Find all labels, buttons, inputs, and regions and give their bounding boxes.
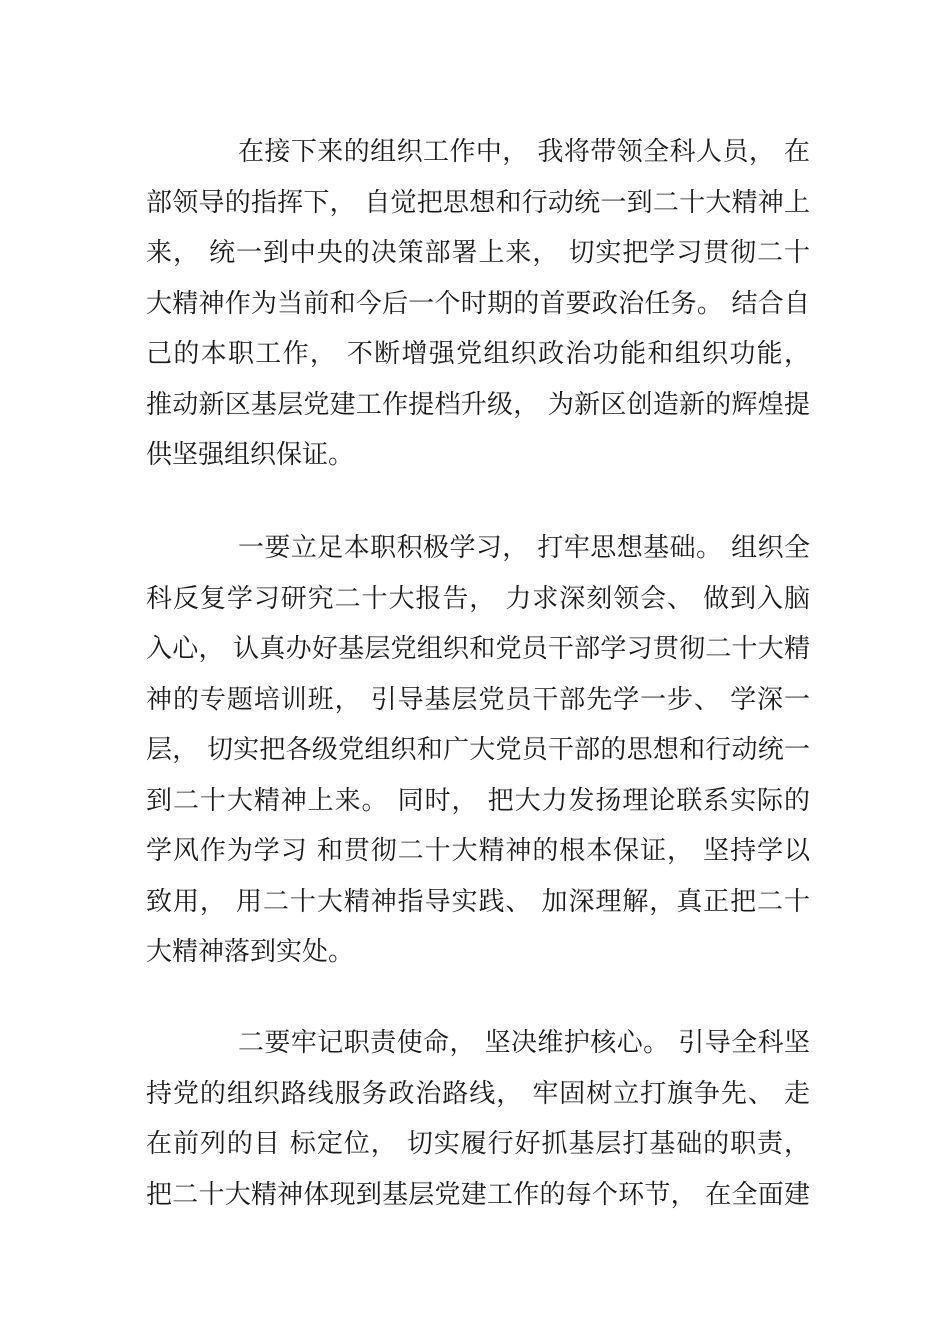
text-line: 己的本职工作， 不断增强党组织政治功能和组织功能，: [146, 339, 810, 369]
paragraph-2: [146, 523, 810, 978]
text-line: 来， 统一到中央的决策部署上来， 切实把学习贯彻二十: [146, 238, 810, 268]
text-line: 推动新区基层党建工作提档升级， 为新区创造新的辉煌提: [146, 389, 810, 420]
text-line: 大精神作为当前和今后一个时期的首要政治任务。 结合自: [146, 288, 810, 319]
text-line: 持党的组织路线服务政治路线， 牢固树立打旗争先、 走: [146, 1078, 810, 1109]
paragraph-1: [146, 127, 810, 481]
text-line: 致用， 用二十大精神指导实践、 加深理解，真正把二十: [146, 886, 810, 917]
text-line: 部领导的指挥下， 自觉把思想和行动统一到二十大精神上: [146, 187, 810, 218]
text-line: 到二十大精神上来。 同时， 把大力发扬理论联系实际的: [146, 785, 810, 816]
text-line: 一要立足本职积极学习， 打牢思想基础。 组织全: [238, 533, 810, 563]
text-line: 供坚强组织保证。: [146, 440, 355, 470]
text-line: 神的专题培训班， 引导基层党员干部先学一步、 学深一: [146, 684, 810, 715]
text-line: 科反复学习研究二十大报告， 力求深刻领会、 做到入脑: [146, 583, 810, 614]
paragraph-3: [146, 1018, 810, 1220]
text-line: 在接下来的组织工作中， 我将带领全科人员， 在: [238, 137, 810, 167]
text-line: 二要牢记职责使命， 坚决维护核心。 引导全科坚: [238, 1028, 810, 1058]
text-line: 把二十大精神体现到基层党建工作的每个环节， 在全面建: [146, 1179, 810, 1210]
text-line: 在前列的目 标定位， 切实履行好抓基层打基础的职责，: [146, 1129, 810, 1159]
text-line: 入心， 认真办好基层党组织和党员干部学习贯彻二十大精: [146, 634, 810, 664]
text-line: 层， 切实把各级党组织和广大党员干部的思想和行动统一: [146, 735, 810, 765]
text-line: 大精神落到实处。: [146, 937, 355, 967]
text-line: 学风作为学习 和贯彻二十大精神的根本保证， 坚持学以: [146, 836, 810, 866]
